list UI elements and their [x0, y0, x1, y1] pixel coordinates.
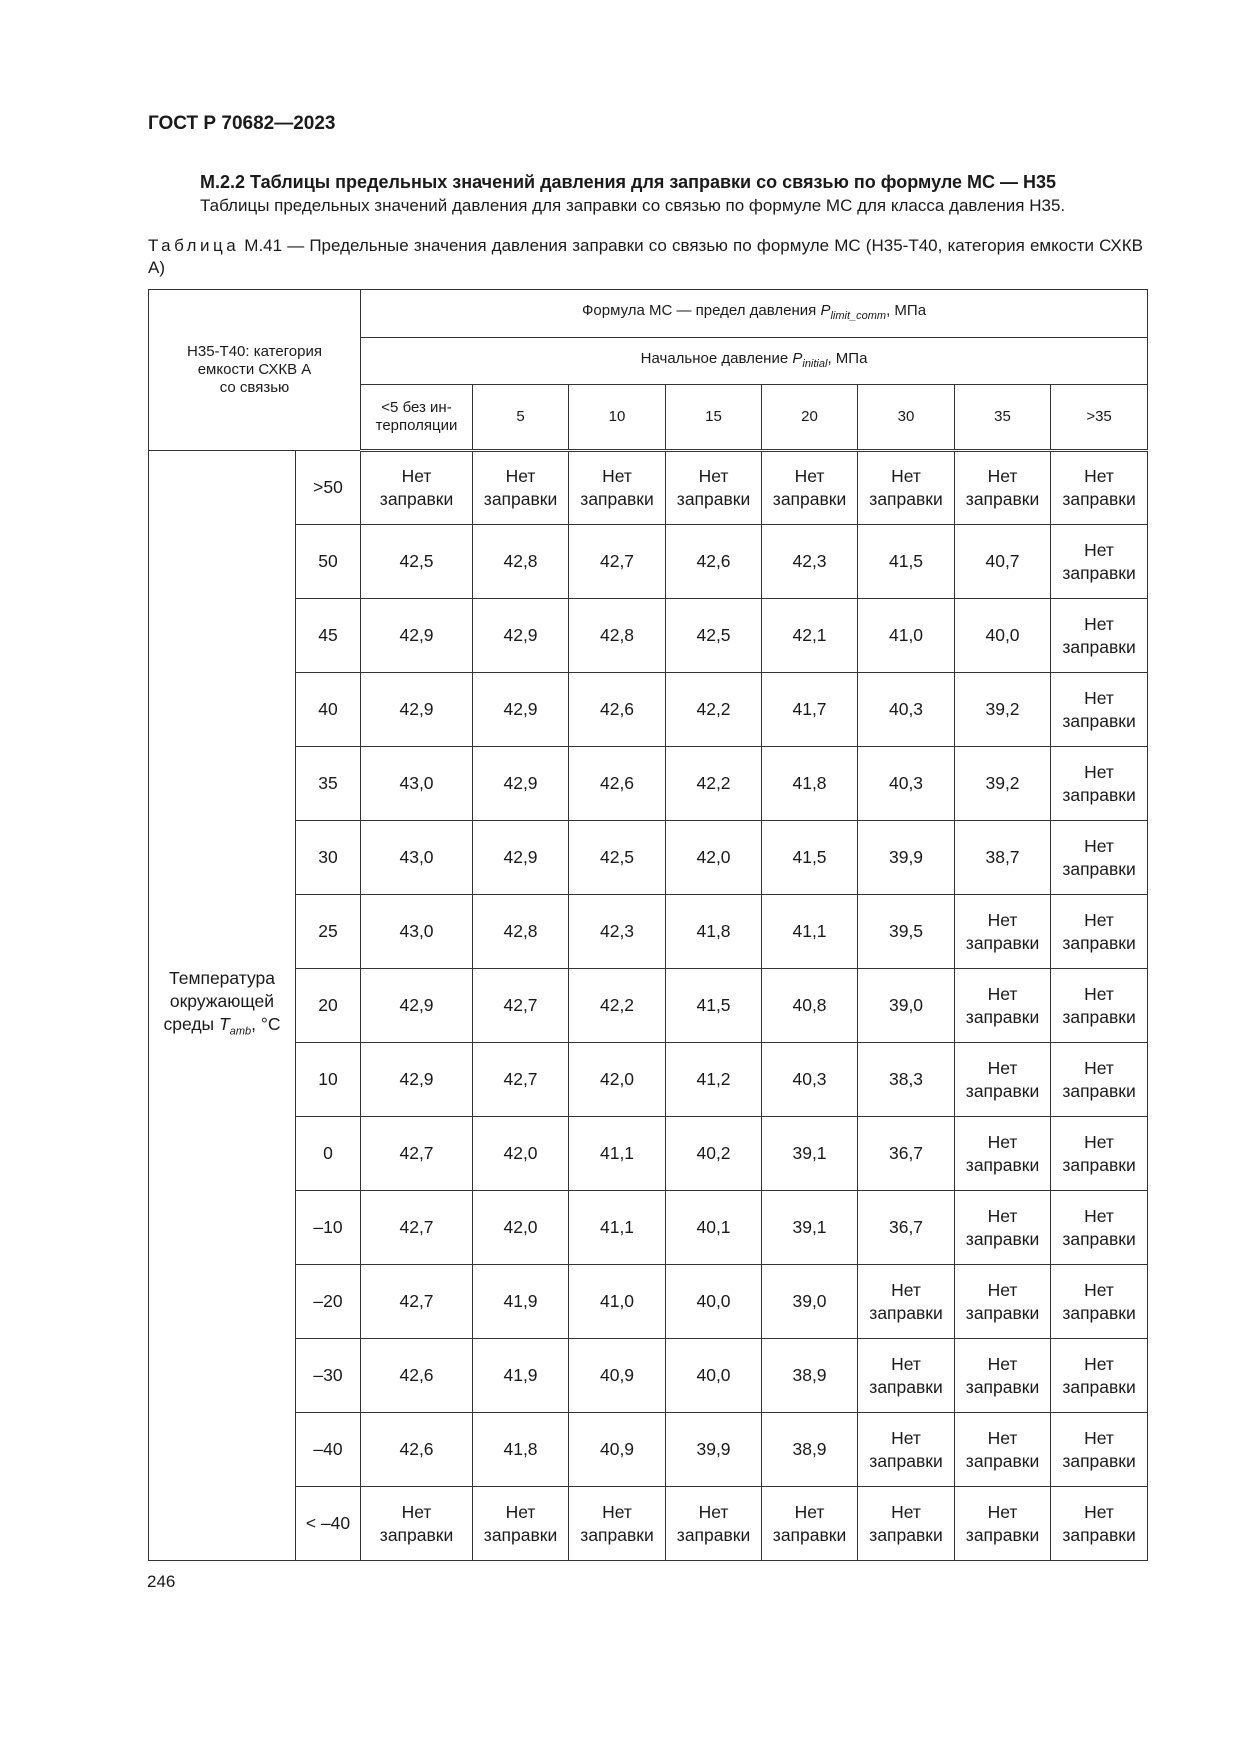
temperature-value: 35: [296, 747, 361, 821]
pressure-limit-cell: 41,1: [569, 1191, 666, 1265]
initial-pressure-header: Начальное давление $P_{initial}$, МПа: [361, 338, 1148, 385]
pressure-limit-cell: Нет заправки: [1051, 747, 1148, 821]
table-corner-cell: [149, 290, 361, 451]
pressure-limit-cell: 42,3: [569, 895, 666, 969]
pressure-limit-cell: Нет заправки: [955, 1191, 1051, 1265]
pressure-limit-cell: 42,9: [361, 969, 473, 1043]
pressure-limit-cell: 39,2: [955, 673, 1051, 747]
pressure-limit-cell: 39,0: [762, 1265, 858, 1339]
pressure-limit-cell: Нет заправки: [858, 1339, 955, 1413]
pressure-column-header: 15: [666, 385, 762, 451]
pressure-limit-cell: Нет заправки: [1051, 1339, 1148, 1413]
table-caption-text: М.41 — Предельные значения давления заправки со связью по формуле МС (Н35-Т40, категория емкости СХКВ А): [148, 236, 1143, 277]
pressure-limit-cell: Нет заправки: [858, 1413, 955, 1487]
pressure-limit-cell: Нет заправки: [1051, 1487, 1148, 1561]
pressure-limit-cell: Нет заправки: [1051, 525, 1148, 599]
pressure-limit-cell: Нет заправки: [361, 1487, 473, 1561]
temperature-value: 45: [296, 599, 361, 673]
pressure-limit-cell: 36,7: [858, 1191, 955, 1265]
pressure-column-header: 10: [569, 385, 666, 451]
pressure-limit-cell: Нет заправки: [1051, 1191, 1148, 1265]
temperature-value: –20: [296, 1265, 361, 1339]
pressure-limit-cell: 41,1: [569, 1117, 666, 1191]
pressure-limit-cell: Нет заправки: [762, 451, 858, 525]
pressure-limit-cell: 38,9: [762, 1413, 858, 1487]
pressure-limit-cell: 41,5: [858, 525, 955, 599]
table-row: [149, 1487, 1148, 1561]
temperature-value: 50: [296, 525, 361, 599]
table-caption-word: Таблица: [148, 236, 240, 255]
pressure-limit-cell: 41,8: [666, 895, 762, 969]
pressure-limit-cell: 42,9: [361, 599, 473, 673]
pressure-limit-cell: 42,0: [569, 1043, 666, 1117]
pressure-limit-cell: Нет заправки: [569, 451, 666, 525]
pressure-limit-cell: Нет заправки: [1051, 895, 1148, 969]
pressure-limit-cell: 42,9: [361, 1043, 473, 1117]
pressure-limit-cell: 42,7: [361, 1117, 473, 1191]
table-body: [149, 290, 1148, 1561]
pressure-limit-cell: Нет заправки: [955, 1487, 1051, 1561]
pressure-limit-cell: 42,8: [473, 525, 569, 599]
pressure-limit-cell: 40,2: [666, 1117, 762, 1191]
pressure-limit-cell: Нет заправки: [666, 451, 762, 525]
pressure-limit-cell: 41,9: [473, 1339, 569, 1413]
pressure-limit-cell: 42,0: [666, 821, 762, 895]
pressure-limit-cell: 42,7: [569, 525, 666, 599]
pressure-column-header: 20: [762, 385, 858, 451]
pressure-limit-cell: 40,3: [762, 1043, 858, 1117]
pressure-limit-cell: 41,0: [858, 599, 955, 673]
temperature-value: 30: [296, 821, 361, 895]
pressure-limit-table: [148, 289, 1148, 1561]
pressure-limit-cell: 39,2: [955, 747, 1051, 821]
pressure-limit-cell: 42,9: [473, 747, 569, 821]
pressure-limit-cell: 40,1: [666, 1191, 762, 1265]
pressure-limit-cell: 42,7: [361, 1265, 473, 1339]
pressure-limit-cell: 43,0: [361, 895, 473, 969]
temperature-value: –40: [296, 1413, 361, 1487]
pressure-limit-cell: 42,9: [473, 599, 569, 673]
pressure-limit-cell: 41,7: [762, 673, 858, 747]
pressure-limit-cell: 41,8: [762, 747, 858, 821]
pressure-limit-cell: Нет заправки: [955, 1043, 1051, 1117]
pressure-limit-cell: 41,5: [666, 969, 762, 1043]
pressure-limit-cell: 42,9: [473, 821, 569, 895]
pressure-limit-cell: 42,6: [569, 673, 666, 747]
pressure-column-header: 5: [473, 385, 569, 451]
table-row: [149, 895, 1148, 969]
pressure-limit-cell: 40,8: [762, 969, 858, 1043]
table-row: [149, 1413, 1148, 1487]
pressure-limit-cell: Нет заправки: [1051, 969, 1148, 1043]
corner-line: Н35-Т40: категория: [187, 343, 322, 360]
pressure-limit-cell: Нет заправки: [955, 895, 1051, 969]
table-row: [149, 599, 1148, 673]
pressure-limit-cell: 39,5: [858, 895, 955, 969]
pressure-limit-cell: 36,7: [858, 1117, 955, 1191]
table-row: [149, 525, 1148, 599]
pressure-limit-cell: 41,0: [569, 1265, 666, 1339]
table-row: [149, 969, 1148, 1043]
table-row: [149, 1191, 1148, 1265]
table-row: [149, 1043, 1148, 1117]
pressure-limit-cell: Нет заправки: [762, 1487, 858, 1561]
pressure-limit-cell: 39,0: [858, 969, 955, 1043]
pressure-limit-cell: Нет заправки: [1051, 1413, 1148, 1487]
pressure-limit-cell: Нет заправки: [1051, 1265, 1148, 1339]
pressure-limit-cell: 42,3: [762, 525, 858, 599]
pressure-limit-cell: Нет заправки: [1051, 1043, 1148, 1117]
temperature-value: 20: [296, 969, 361, 1043]
formula-header: Формула МС — предел давления $P_{limit\_comm}$, МПа: [361, 290, 1148, 338]
table-row: [149, 821, 1148, 895]
pressure-limit-cell: Нет заправки: [955, 1413, 1051, 1487]
pressure-column-header: <5 без ин- терполяции: [361, 385, 473, 451]
pressure-limit-cell: 39,1: [762, 1117, 858, 1191]
pressure-limit-cell: 42,2: [569, 969, 666, 1043]
pressure-limit-cell: 42,9: [361, 673, 473, 747]
pressure-limit-cell: 40,9: [569, 1413, 666, 1487]
pressure-limit-cell: 42,6: [569, 747, 666, 821]
section-title: М.2.2 Таблицы предельных значений давления для заправки со связью по формуле МС — Н35: [200, 172, 1057, 192]
pressure-limit-cell: 41,9: [473, 1265, 569, 1339]
temperature-value: 25: [296, 895, 361, 969]
pressure-limit-cell: Нет заправки: [858, 451, 955, 525]
pressure-limit-cell: 40,0: [666, 1265, 762, 1339]
pressure-limit-cell: 42,7: [473, 1043, 569, 1117]
pressure-limit-cell: 42,5: [666, 599, 762, 673]
corner-line: емкости СХКВ А: [197, 361, 312, 378]
temperature-value: –30: [296, 1339, 361, 1413]
pressure-limit-cell: 40,3: [858, 673, 955, 747]
pressure-limit-cell: Нет заправки: [955, 1339, 1051, 1413]
pressure-limit-cell: 42,6: [361, 1413, 473, 1487]
section-text: Таблицы предельных значений давления для заправки со связью по формуле МС для класса давления Н35.: [200, 196, 1066, 215]
pressure-column-header: >35: [1051, 385, 1148, 451]
pressure-limit-cell: Нет заправки: [858, 1487, 955, 1561]
pressure-limit-cell: 40,0: [666, 1339, 762, 1413]
table-row: [149, 747, 1148, 821]
pressure-limit-cell: Нет заправки: [955, 1265, 1051, 1339]
pressure-limit-cell: 42,7: [361, 1191, 473, 1265]
pressure-limit-cell: 42,8: [473, 895, 569, 969]
pressure-limit-cell: 42,5: [569, 821, 666, 895]
pressure-column-header: 30: [858, 385, 955, 451]
pressure-limit-cell: 39,9: [858, 821, 955, 895]
pressure-limit-cell: 42,0: [473, 1191, 569, 1265]
pressure-limit-cell: 42,0: [473, 1117, 569, 1191]
pressure-limit-cell: 42,2: [666, 747, 762, 821]
pressure-limit-cell: 39,1: [762, 1191, 858, 1265]
pressure-limit-cell: Нет заправки: [955, 969, 1051, 1043]
pressure-limit-cell: Нет заправки: [569, 1487, 666, 1561]
pressure-limit-cell: Нет заправки: [955, 451, 1051, 525]
temperature-value: 0: [296, 1117, 361, 1191]
pressure-limit-cell: 38,3: [858, 1043, 955, 1117]
temperature-value: –10: [296, 1191, 361, 1265]
temperature-label-cell: Температура окружающей среды $T_{amb}$, °C: [149, 451, 296, 1561]
pressure-limit-cell: Нет заправки: [955, 1117, 1051, 1191]
pressure-limit-cell: 42,8: [569, 599, 666, 673]
pressure-limit-cell: 41,8: [473, 1413, 569, 1487]
table-row: [149, 451, 1148, 525]
pressure-limit-cell: Нет заправки: [473, 1487, 569, 1561]
pressure-limit-cell: 42,2: [666, 673, 762, 747]
pressure-limit-cell: 41,5: [762, 821, 858, 895]
pressure-limit-cell: 40,3: [858, 747, 955, 821]
table-row: [149, 1265, 1148, 1339]
pressure-limit-cell: 42,6: [361, 1339, 473, 1413]
pressure-limit-cell: 38,9: [762, 1339, 858, 1413]
pressure-limit-cell: Нет заправки: [1051, 451, 1148, 525]
pressure-limit-cell: 39,9: [666, 1413, 762, 1487]
table-caption: [148, 235, 1143, 279]
pressure-limit-cell: 38,7: [955, 821, 1051, 895]
pressure-limit-cell: Нет заправки: [1051, 673, 1148, 747]
pressure-limit-cell: 40,7: [955, 525, 1051, 599]
pressure-limit-cell: 42,5: [361, 525, 473, 599]
pressure-limit-cell: 42,7: [473, 969, 569, 1043]
page-number: 246: [147, 1572, 176, 1591]
pressure-limit-cell: Нет заправки: [1051, 1117, 1148, 1191]
pressure-limit-cell: Нет заправки: [361, 451, 473, 525]
pressure-limit-cell: Нет заправки: [473, 451, 569, 525]
table-row: [149, 1117, 1148, 1191]
pressure-limit-cell: Нет заправки: [858, 1265, 955, 1339]
pressure-limit-cell: 41,1: [762, 895, 858, 969]
corner-line: со связью: [219, 379, 290, 396]
table-row: [149, 673, 1148, 747]
pressure-limit-cell: 41,2: [666, 1043, 762, 1117]
pressure-limit-cell: 42,6: [666, 525, 762, 599]
pressure-limit-cell: Нет заправки: [1051, 821, 1148, 895]
pressure-limit-cell: 43,0: [361, 747, 473, 821]
pressure-column-header: 35: [955, 385, 1051, 451]
temperature-value: 40: [296, 673, 361, 747]
table-row: [149, 1339, 1148, 1413]
pressure-limit-cell: 40,0: [955, 599, 1051, 673]
pressure-limit-cell: 42,9: [473, 673, 569, 747]
temperature-value: < –40: [296, 1487, 361, 1561]
pressure-limit-cell: 43,0: [361, 821, 473, 895]
temperature-value: >50: [296, 451, 361, 525]
temperature-value: 10: [296, 1043, 361, 1117]
pressure-limit-cell: 42,1: [762, 599, 858, 673]
pressure-limit-cell: Нет заправки: [666, 1487, 762, 1561]
document-code: ГОСТ Р 70682—2023: [148, 113, 336, 134]
pressure-limit-cell: 40,9: [569, 1339, 666, 1413]
pressure-limit-cell: Нет заправки: [1051, 599, 1148, 673]
